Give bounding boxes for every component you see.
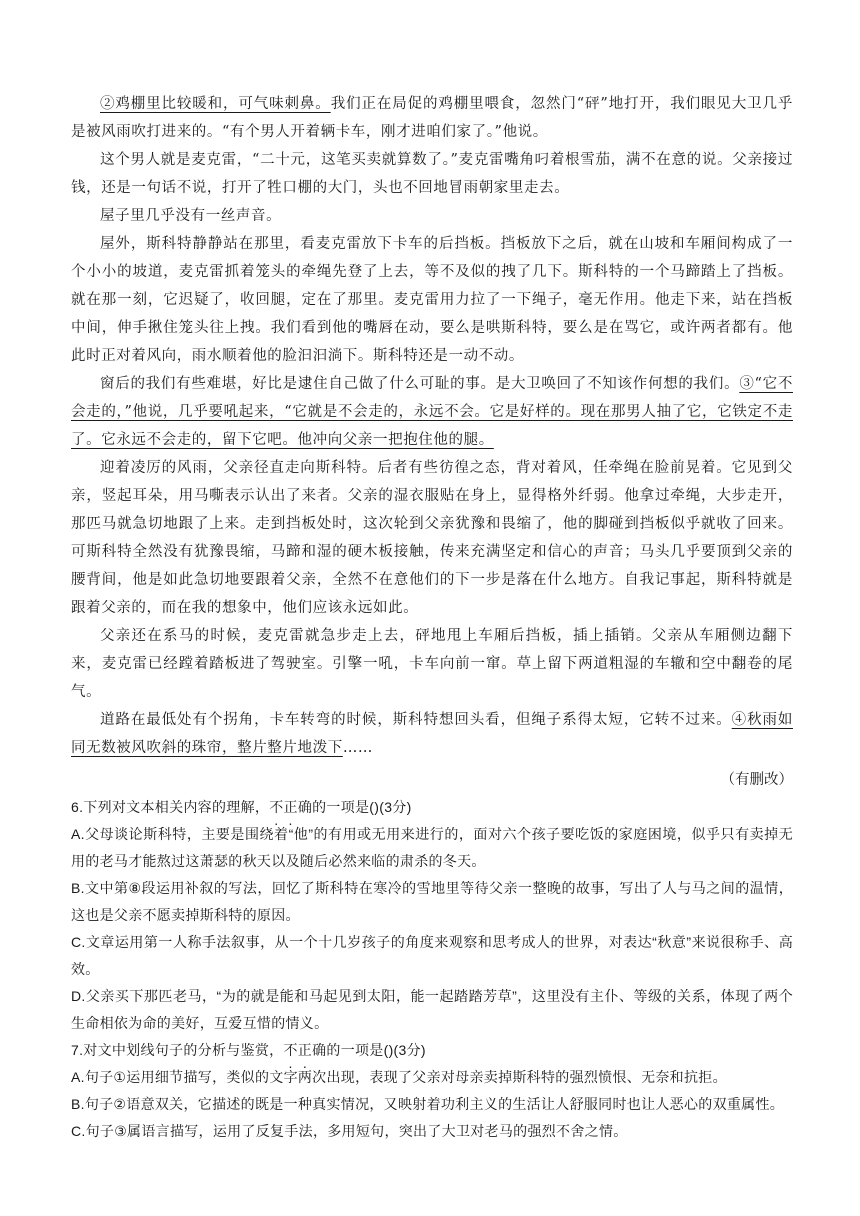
option-b: B.句子②语意双关，它描述的既是一种真实情况，又映射着功利主义的生活让人舒服同时也让人恶心的双重属性。: [71, 1096, 785, 1112]
paragraph-road: [71, 706, 793, 762]
ellipsis: ……: [342, 740, 374, 756]
option-c: C.句子③属语言描写，运用了反复手法，多用短句，突出了大卫对老马的强烈不舍之情。: [71, 1123, 628, 1139]
paragraph-father-walks: 迎着凌厉的风雨，父亲径直走向斯科特。后者有些彷徨之态，背对着风，任牵绳在脸前晃着。它见到父亲，竖起耳朵，用马嘶表示认出了来者。父亲的湿衣服贴在身上，显得格外纤弱。他拿过牵绳，大步走开，那匹马就急切地跟了上来。走到挡板处时，这次轮到父亲犹豫和畏缩了，他的脚碰到挡板似乎就收了回来。可斯科特全然没有犹豫畏缩，马蹄和湿的硬木板接触，传来充满坚定和信心的声音；马头几乎要顶到父亲的腰背间，他是如此急切地要跟着父亲，全然不在意他们的下一步是落在什么地方。自我记事起，斯科特就是跟着父亲的，而在我的想象中，他们应该永远如此。: [71, 460, 793, 616]
emphasis-dot-char: 正: [283, 799, 298, 815]
question-7: [71, 1037, 793, 1145]
emphasis-dot-char: 不: [283, 1042, 298, 1058]
emphasis-dot-char: 正: [297, 1042, 313, 1058]
paragraph-chicken-coop: [71, 90, 793, 146]
paragraph-text: 道路在最低处有个拐角，卡车转弯的时候，斯科特想回头看，但绳子系得太短，它转不过来。: [100, 712, 732, 728]
underlined-sentence-2: ②鸡棚里比较暖和，可气味刺鼻。: [100, 96, 331, 112]
abridged-note: （有删改）: [720, 772, 793, 788]
paragraph-window: [71, 370, 793, 454]
question-7-stem: [71, 1037, 793, 1064]
option-a: A.父母谈论斯科特，主要是围绕着“他”的有用或无用来进行的，面对六个孩子要吃饭的家庭困境，似乎只有卖掉无用的老马才能熬过这萧瑟的秋天以及随后必然来临的肃杀的冬天。: [71, 826, 793, 869]
emphasis-dot-char: 不: [269, 799, 284, 815]
paragraph-outside: 屋外，斯科特静静站在那里，看麦克雷放下卡车的后挡板。挡板放下之后，就在山坡和车厢间构成了一个小小的坡道，麦克雷抓着笼头的牵绳先登了上去，等不及似的拽了几下。斯科特的一个马蹄踏上了挡板。就在那一刻，它迟疑了，收回腿，定在了那里。麦克雷用力拉了一下绳子，毫无作用。他走下来，站在挡板中间，伸手揪住笼头往上拽。我们看到他的嘴唇在动，要么是哄斯科特，要么是在骂它，或许两者都有。他此时正对着风向，雨水顺着他的脸汩汩淌下。斯科特还是一动不动。: [71, 236, 793, 364]
underlined-sentence-3: ③“它不会走的，”他说，几乎要吼起来，“它就是不会走的，永远不会。它是好样的。现在那男人抽了它，它铁定不走了。它永远不会走的，留下它吧。他冲向父亲一把抱住他的腿。: [71, 376, 793, 448]
paragraph-truck: 父亲还在系马的时候，麦克雷就急步走上去，砰地甩上车厢后挡板，插上插销。父亲从车厢侧边翻下来，麦克雷已经蹚着踏板进了驾驶室。引擎一吼，卡车向前一窜。草上留下两道粗湿的车辙和空中翻卷的尾气。: [71, 628, 793, 700]
option-b: B.文中第⑧段运用补叙的写法，回忆了斯科特在寒冷的雪地里等待父亲一整晚的故事，写出了人与马之间的温情，这也是父亲不愿卖掉斯科特的原因。: [71, 880, 793, 923]
question-6-stem: [71, 794, 793, 821]
stem-text: 确的一项是()(3分): [297, 799, 412, 815]
option-d: D.父亲买下那匹老马，“为的就是能和马起见到太阳，能一起踏踏芳草”，这里没有主仆、等级的关系，体现了两个生命相依为命的美好，互爱互惜的情义。: [71, 988, 793, 1031]
stem-text: 7.对文中划线句子的分析与鉴赏，: [71, 1042, 284, 1058]
option-c: C.文章运用第一人称手法叙事，从一个十几岁孩子的角度来观察和思考成人的世界，对表达“秋意”来说很称手、高效。: [71, 934, 793, 977]
document-page: [71, 90, 793, 1145]
option-a: A.句子①运用细节描写，类似的文字两次出现，表现了父亲对母亲卖掉斯科特的强烈愤恨、无奈和抗拒。: [71, 1069, 727, 1085]
question-6: [71, 794, 793, 1037]
paragraph-text: 我们正在局促的鸡棚里喂食，忽然门“砰”地打开，我们眼见大卫几乎是被风雨吹打进来的。“有个男人开着辆卡车，刚才进咱们家了。”他说。: [71, 96, 793, 140]
stem-text: 6.下列对文本相关内容的理解，: [71, 799, 270, 815]
underlined-sentence-4: ④秋雨如同无数被风吹斜的珠帘，整片整片地泼下: [71, 712, 793, 756]
paragraph-text: 窗后的我们有些难堪，好比是逮住自己做了什么可耻的事。是大卫唤回了不知该作何想的我们。: [100, 376, 740, 392]
paragraph-silence: 屋子里几乎没有一丝声音。: [100, 208, 282, 224]
paragraph-mcrae: 这个男人就是麦克雷，“二十元，这笔买卖就算数了。”麦克雷嘴角叼着根雪茄，满不在意的说。父亲接过钱，还是一句话不说，打开了牲口棚的大门，头也不回地冒雨朝家里走去。: [71, 152, 793, 196]
stem-text: 确的一项是()(3分): [312, 1042, 426, 1058]
